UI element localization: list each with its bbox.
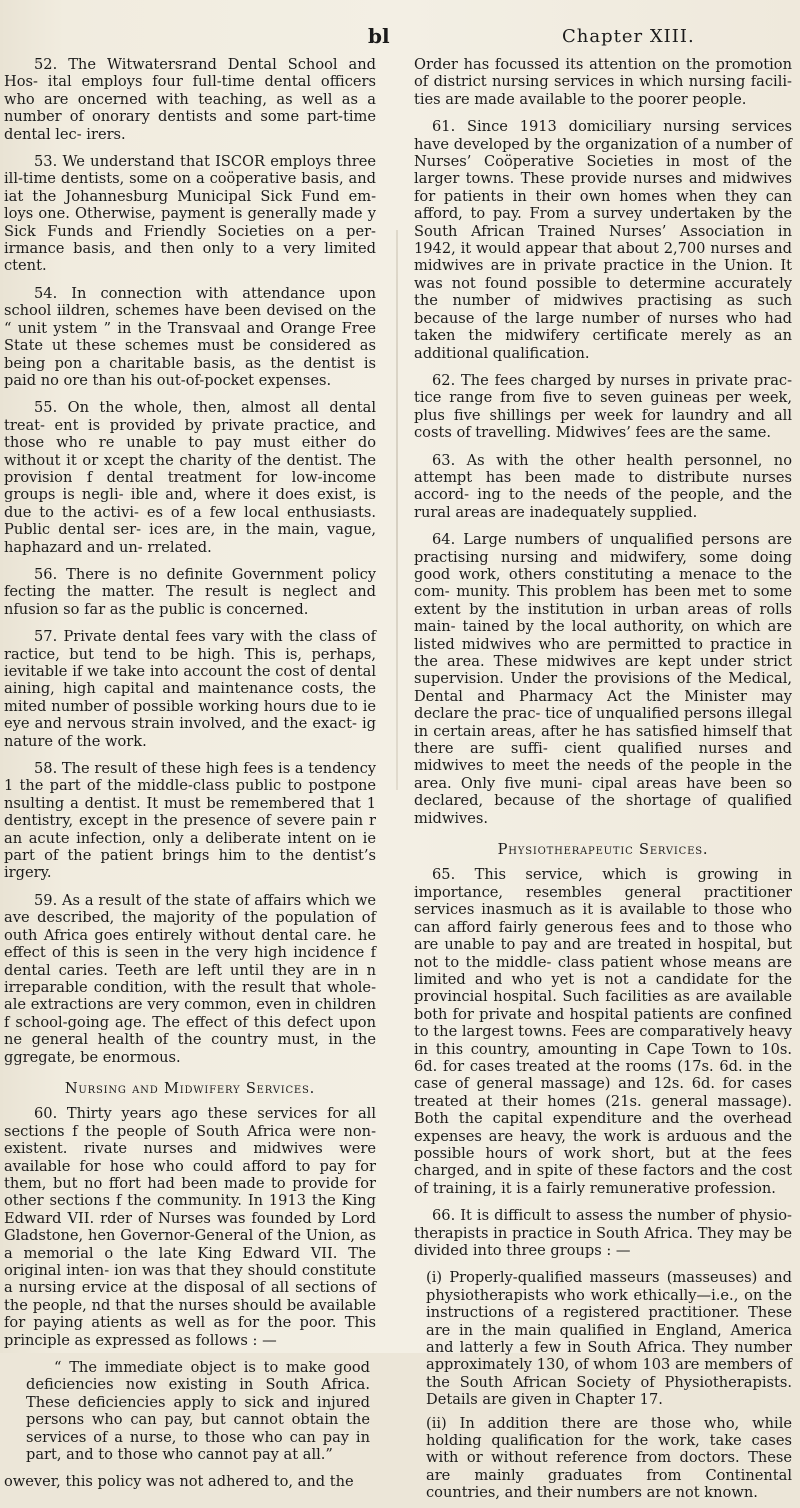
- quotation: “ The immediate object is to make good deficiencies now existing in South Africa. These deficiencies apply to sick and injured persons who can pay, but cannot obtain the services of a nurse, to those who can pay in part, and to those who cannot pay at all.”: [26, 1359, 370, 1464]
- page-number: bl: [368, 24, 390, 48]
- paragraph-54: 54. In connection with attendance upon school iildren, schemes have been devised on the “ unit ystem ” in the Transvaal and Orange Free State ut these schemes must be considered as being pon a charitable basis, as the dentist is paid no ore than his out-of-pocket expenses.: [4, 284, 376, 389]
- paragraph-58: 58. The result of these high fees is a tendency 1 the part of the middle-class public to postpone nsulting a dentist. It must be remembered that 1 dentistry, except in the presence of severe pain r an acute infection, only a deliberate intent on ie part of the patient brings him to the dentist’s irgery.: [4, 760, 376, 882]
- paragraph-66-ii: (ii) In addition there are those who, while holding qualification for the work, take cases with or without reference from doctors. These are mainly graduates from Continental countries, and their numbers are not known.: [426, 1414, 792, 1502]
- paragraph-66: 66. It is difficult to assess the number of physio- therapists in practice in South Africa. They may be divided into three groups : —: [414, 1207, 792, 1259]
- column-gutter: [396, 230, 398, 790]
- paragraph-56: 56. There is no definite Government policy fecting the matter. The result is neglect and nfusion so far as the public is concerned.: [4, 565, 376, 618]
- paragraph-61: 61. Since 1913 domiciliary nursing services have developed by the organization of a number of Nurses’ Coöperative Societies in most of the larger towns. These provide nurses and midwives for patients in their own homes when they can afford, to pay. From a survey undertaken by the South African Trained Nurses’ Association in 1942, it would appear that about 2,700 nurses and midwives are in private practice in the Union. It was not found possible to determine accurately the number of midwives practising as such because of the large number of nurses who had taken the midwifery certificate merely as an additional qualification.: [414, 118, 792, 362]
- chapter-title: Chapter XIII.: [562, 26, 695, 47]
- paragraph-62: 62. The fees charged by nurses in private prac- tice range from five to seven guineas per week, plus five shillings per week for laundry and all costs of travelling. Midwives’ fees are the same.: [414, 371, 792, 442]
- paragraph-64: 64. Large numbers of unqualified persons are practising nursing and midwifery, some doing good work, others constituting a menace to the com- munity. This problem has been met to some extent by the institution in urban areas of rolls main- tained by the local authority, on which are listed midwives who are permitted to practice in the area. These midwives are kept under strict supervision. Under the provisions of the Medical, Dental and Pharmacy Act the Minister may declare the prac- tice of unqualified persons illegal in certain areas, after he has satisfied himself that there are suffi- cient qualified nurses and midwives to meet the needs of the people in the area. Only five muni- cipal areas have been so declared, because of the shortage of qualified midwives.: [414, 531, 792, 827]
- paragraph-60-end: Order has focussed its attention on the promotion of district nursing services in which nursing facili- ties are made available to the poorer people.: [414, 56, 792, 108]
- right-column: [414, 56, 792, 1508]
- paragraph-57: 57. Private dental fees vary with the class of ractice, but tend to be high. This is, perhaps, ievitable if we take into account the cost of dental aining, high capital and maintenance costs, the mited number of possible working hours due to ie eye and nervous strain involved, and the exact- ig nature of the work.: [4, 628, 376, 750]
- paragraph-65: 65. This service, which is growing in importance, resembles general practitioner services inasmuch as it is available to those who can afford fairly generous fees and to those who are unable to pay and are treated in hospital, but not to the middle- class patient whose means are limited and who yet is not a candidate for the provincial hospital. Such facilities as are available both for private and hospital patients are confined to the largest towns. Fees are comparatively heavy in this country, amounting in Cape Town to 10s. 6d. for cases treated at the rooms (17s. 6d. in the case of general massage) and 12s. 6d. for cases treated at their homes (21s. general massage). Both the capital expenditure and the overhead expenses are heavy, the work is arduous and the possible hours of work short, but at the fees charged, and in spite of these factors and the cost of training, it is a fairly remunerative profession.: [414, 866, 792, 1197]
- section-heading-nursing: Nursing and Midwifery Services.: [64, 1079, 316, 1097]
- paragraph-52: 52. The Witwatersrand Dental School and Hos- ital employs four full-time dental officers who are oncerned with teaching, as well as a number of onorary dentists and some part-time dental lec- irers.: [4, 56, 376, 143]
- paragraph-55: 55. On the whole, then, almost all dental treat- ent is provided by private practice, and those who re unable to pay must either do without it or xcept the charity of the dentist. The provision f dental treatment for low-income groups is negli- ible and, where it does exist, is due to the activi- es of a few local enthusiasts. Public dental ser- ices are, in the main, vague, haphazard and un- rrelated.: [4, 399, 376, 556]
- paragraph-53: 53. We understand that ISCOR employs three ill-time dentists, some on a coöperative basis, and iat the Johannesburg Municipal Sick Fund em- loys one. Otherwise, payment is generally made y Sick Funds and Friendly Societies on a per- irmance basis, and then only to a very limited ctent.: [4, 153, 376, 275]
- left-column: [4, 56, 376, 1501]
- paragraph-60-continued: owever, this policy was not adhered to, and the: [4, 1473, 354, 1491]
- running-header: [0, 6, 800, 46]
- paragraph-59: 59. As a result of the state of affairs which we ave described, the majority of the population of outh Africa goes entirely without dental care. he effect of this is seen in the very high incidence f dental caries. Teeth are left until they are in n irreparable condition, with the result that whole- ale extractions are very common, even in children f school-going age. The effect of this defect upon ne general health of the country must, in the ggregate, be enormous.: [4, 891, 376, 1066]
- section-heading-physiotherapy: Physiotherapeutic Services.: [497, 841, 709, 859]
- paragraph-63: 63. As with the other health personnel, no attempt has been made to distribute nurses accord- ing to the needs of the people, and the rural areas are inadequately supplied.: [414, 451, 792, 521]
- paragraph-60: 60. Thirty years ago these services for all sections f the people of South Africa were non-existent. rivate nurses and midwives were available for hose who could afford to pay for them, but no ffort had been made to provide for other sections f the community. In 1913 the King Edward VII. rder of Nurses was founded by Lord Gladstone, hen Governor-General of the Union, as a memorial o the late King Edward VII. The original inten- ion was that they should constitute a nursing ervice at the disposal of all sections of the people, nd that the nurses should be available for paying atients as well as for the poor. This principle as expressed as follows : —: [4, 1105, 376, 1349]
- paragraph-66-i: (i) Properly-qualified masseurs (masseuses) and physiotherapists who work ethically—i.e., on the instructions of a registered practitioner. These are in the main qualified in England, America and latterly a few in South Africa. They number approximately 130, of whom 103 are members of the South African Society of Physiotherapists. Details are given in Chapter 17.: [426, 1269, 792, 1409]
